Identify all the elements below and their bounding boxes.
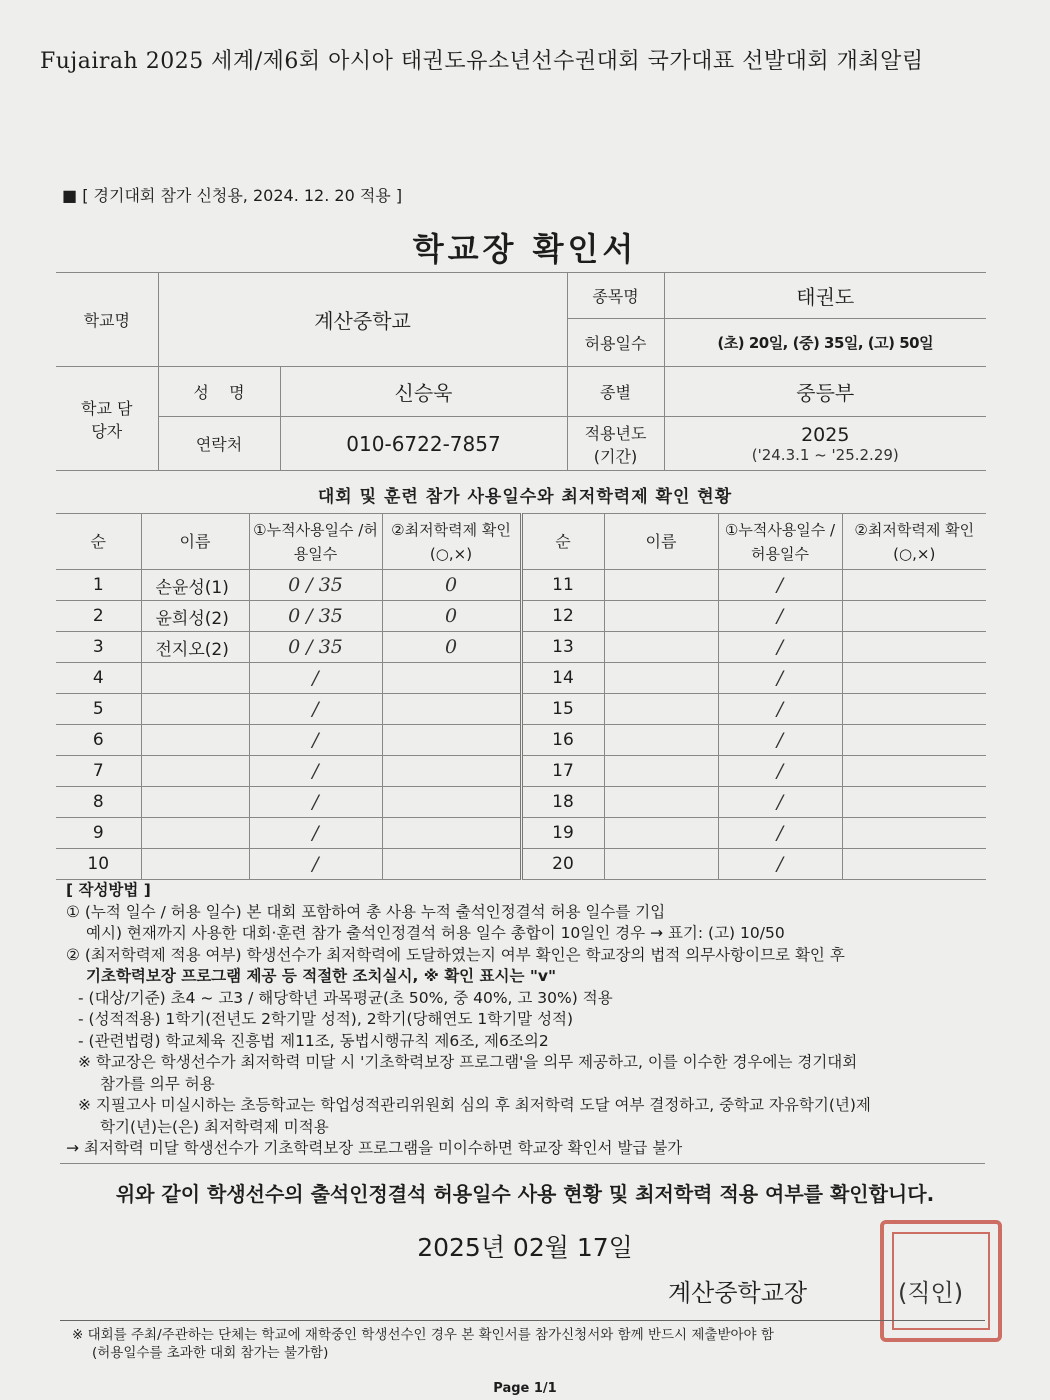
student-name: [141, 725, 249, 756]
status-row: [56, 663, 986, 694]
row-no: 10: [56, 849, 141, 880]
days-used: /: [249, 756, 382, 787]
row-no: 9: [56, 818, 141, 849]
days-used: /: [718, 725, 842, 756]
seal-label: (직인): [898, 1279, 964, 1307]
days-used: /: [718, 787, 842, 818]
issue-date: 2025년 02월 17일: [417, 1233, 633, 1262]
student-name: [604, 632, 718, 663]
student-name: [604, 694, 718, 725]
row-no: 7: [56, 756, 141, 787]
guide-line: 학기(년)는(은) 최저학력제 미적용: [100, 1117, 329, 1136]
guide-line: 예시) 현재까지 사용한 대회·훈련 참가 출석인정결석 허용 일수 총합이 10일인 경우 → 표기: (고) 10/50: [86, 924, 785, 942]
days-used: /: [718, 601, 842, 632]
academic-check: [842, 787, 986, 818]
academic-check: [842, 849, 986, 880]
student-name: [604, 601, 718, 632]
footer-note-line: ※ 대회를 주최/주관하는 단체는 학교에 재학중인 학생선수인 경우 본 확인서를 참가신청서와 함께 반드시 제출받아야 함: [72, 1327, 774, 1343]
days-used: 0 / 35: [249, 601, 382, 632]
days-used: /: [249, 849, 382, 880]
academic-check: [382, 725, 521, 756]
row-no: 20: [521, 849, 604, 880]
divider: [60, 1163, 985, 1164]
academic-check: [382, 694, 521, 725]
student-name: [141, 849, 249, 880]
contact-group-label: 학교 담당자: [56, 367, 158, 471]
status-row: [56, 601, 986, 632]
allowed-label: 허용일수: [567, 319, 664, 367]
phone-label: 연락처: [158, 417, 280, 471]
status-body: [56, 570, 986, 880]
status-table: [56, 513, 986, 880]
guide-line: ※ 지필고사 미실시하는 초등학교는 학업성적관리위원회 심의 후 최저학력 도달 여부 결정하고, 중학교 자유학기(년)제: [78, 1096, 871, 1114]
days-used: /: [249, 818, 382, 849]
student-name: [604, 756, 718, 787]
student-name: 윤희성(2): [141, 601, 249, 632]
phone-value: 010-6722-7857: [280, 417, 567, 471]
header-academic: ②최저학력제 확인(○,×): [842, 514, 986, 570]
category-label: 종별: [567, 367, 664, 417]
academic-check: 0: [382, 570, 521, 601]
header-name: 이름: [604, 514, 718, 570]
status-row: [56, 632, 986, 663]
status-row: [56, 570, 986, 601]
academic-check: [382, 849, 521, 880]
student-name: [141, 756, 249, 787]
row-no: 14: [521, 663, 604, 694]
confirmation-statement: 위와 같이 학생선수의 출석인정결석 허용일수 사용 현황 및 최저학력 적용 여부를 확인합니다.: [115, 1182, 935, 1206]
header-no: 순: [521, 514, 604, 570]
row-no: 6: [56, 725, 141, 756]
academic-check: [842, 694, 986, 725]
row-no: 2: [56, 601, 141, 632]
student-name: [604, 725, 718, 756]
row-no: 13: [521, 632, 604, 663]
row-no: 1: [56, 570, 141, 601]
student-name: [141, 694, 249, 725]
status-row: [56, 756, 986, 787]
header-no: 순: [56, 514, 141, 570]
sport-label: 종목명: [567, 273, 664, 319]
academic-check: [382, 787, 521, 818]
row-no: 11: [521, 570, 604, 601]
header-days: ①누적사용일수 /허용일수: [249, 514, 382, 570]
school-value: 계산중학교: [158, 273, 567, 367]
guide-line: ① (누적 일수 / 허용 일수) 본 대회 포함하여 총 사용 누적 출석인정결석 허용 일수를 기입: [66, 902, 666, 921]
header-name: 이름: [141, 514, 249, 570]
status-title: 대회 및 훈련 참가 사용일수와 최저학력제 확인 현황: [317, 487, 733, 507]
header-days: ①누적사용일수 /허용일수: [718, 514, 842, 570]
days-used: /: [249, 725, 382, 756]
student-name: [141, 818, 249, 849]
row-no: 15: [521, 694, 604, 725]
student-name: [141, 663, 249, 694]
row-no: 19: [521, 818, 604, 849]
status-row: [56, 849, 986, 880]
status-row: [56, 818, 986, 849]
row-no: 5: [56, 694, 141, 725]
document-title: 학교장 확인서: [412, 230, 638, 268]
days-used: 0 / 35: [249, 570, 382, 601]
guide-line: ※ 학교장은 학생선수가 최저학력 미달 시 '기초학력보장 프로그램'을 의무 제공하고, 이를 이수한 경우에는 경기대회: [78, 1053, 858, 1071]
footer-note: [72, 1326, 774, 1362]
student-name: 손윤성(1): [141, 570, 249, 601]
guide-heading: [ 작성방법 ]: [66, 881, 151, 899]
student-name: [604, 818, 718, 849]
status-row: [56, 787, 986, 818]
days-used: /: [718, 849, 842, 880]
student-name: [604, 663, 718, 694]
days-used: /: [718, 570, 842, 601]
name-label: 성 명: [158, 367, 280, 417]
status-row: [56, 694, 986, 725]
signer-title: 계산중학교장: [668, 1279, 808, 1307]
school-label: 학교명: [56, 273, 158, 367]
academic-check: [382, 663, 521, 694]
guide-line: - (대상/기준) 초4 ~ 고3 / 해당학년 과목평균(초 50%, 중 40%, 고 30%) 적용: [78, 988, 613, 1007]
announcement-title: Fujairah 2025 세계/제6회 아시아 태권도유소년선수권대회 국가대표 선발대회 개최알림: [40, 49, 924, 74]
student-name: [604, 787, 718, 818]
year-value: 2025: [801, 423, 850, 446]
guide-line: 기초학력보장 프로그램 제공 등 적절한 조치실시, ※ 확인 표시는 "v": [86, 967, 557, 985]
category-value: 중등부: [664, 367, 986, 417]
academic-check: [842, 632, 986, 663]
guide-line: - (성적적용) 1학기(전년도 2학기말 성적), 2학기(당해연도 1학기말 성적): [78, 1010, 574, 1028]
days-used: /: [718, 632, 842, 663]
student-name: [604, 570, 718, 601]
name-value: 신승욱: [280, 367, 567, 417]
days-used: /: [718, 663, 842, 694]
guide-line: ② (최저학력제 적용 여부) 학생선수가 최저학력에 도달하였는지 여부 확인은 학교장의 법적 의무사항이므로 확인 후: [66, 945, 845, 964]
days-used: /: [718, 818, 842, 849]
student-name: 전지오(2): [141, 632, 249, 663]
academic-check: 0: [382, 601, 521, 632]
days-used: /: [249, 787, 382, 818]
days-used: /: [718, 756, 842, 787]
academic-check: [842, 756, 986, 787]
row-no: 12: [521, 601, 604, 632]
status-row: [56, 725, 986, 756]
guide-line: 참가를 의무 허용: [100, 1074, 215, 1093]
footer-note-line: (허용일수를 초과한 대회 참가는 불가함): [92, 1345, 329, 1361]
student-name: [141, 787, 249, 818]
writing-guide: [66, 880, 996, 1160]
academic-check: [842, 601, 986, 632]
academic-check: [382, 818, 521, 849]
academic-check: [842, 570, 986, 601]
row-no: 16: [521, 725, 604, 756]
row-no: 17: [521, 756, 604, 787]
days-used: 0 / 35: [249, 632, 382, 663]
allowed-value: (초) 20일, (중) 35일, (고) 50일: [664, 319, 986, 367]
days-used: /: [249, 663, 382, 694]
days-used: /: [718, 694, 842, 725]
school-info-table: [56, 272, 986, 471]
year-period: ('24.3.1 ~ '25.2.29): [751, 445, 899, 464]
guide-line: → 최저학력 미달 학생선수가 기초학력보장 프로그램을 미이수하면 학교장 확인서 발급 불가: [66, 1139, 683, 1157]
academic-check: [842, 818, 986, 849]
year-label: 적용년도 (기간): [567, 417, 664, 471]
academic-check: [382, 756, 521, 787]
days-used: /: [249, 694, 382, 725]
academic-check: [842, 663, 986, 694]
row-no: 3: [56, 632, 141, 663]
page-number: Page 1/1: [493, 1381, 557, 1396]
sport-value: 태권도: [664, 273, 986, 319]
year-cell: [664, 417, 986, 471]
header-academic: ②최저학력제 확인(○,×): [382, 514, 521, 570]
row-no: 18: [521, 787, 604, 818]
academic-check: [842, 725, 986, 756]
academic-check: 0: [382, 632, 521, 663]
row-no: 8: [56, 787, 141, 818]
apply-note: ■ [ 경기대회 참가 신청용, 2024. 12. 20 적용 ]: [62, 186, 403, 205]
divider: [60, 1320, 985, 1321]
guide-line: - (관련법령) 학교체육 진흥법 제11조, 동법시행규칙 제6조, 제6조의2: [78, 1031, 549, 1050]
row-no: 4: [56, 663, 141, 694]
student-name: [604, 849, 718, 880]
